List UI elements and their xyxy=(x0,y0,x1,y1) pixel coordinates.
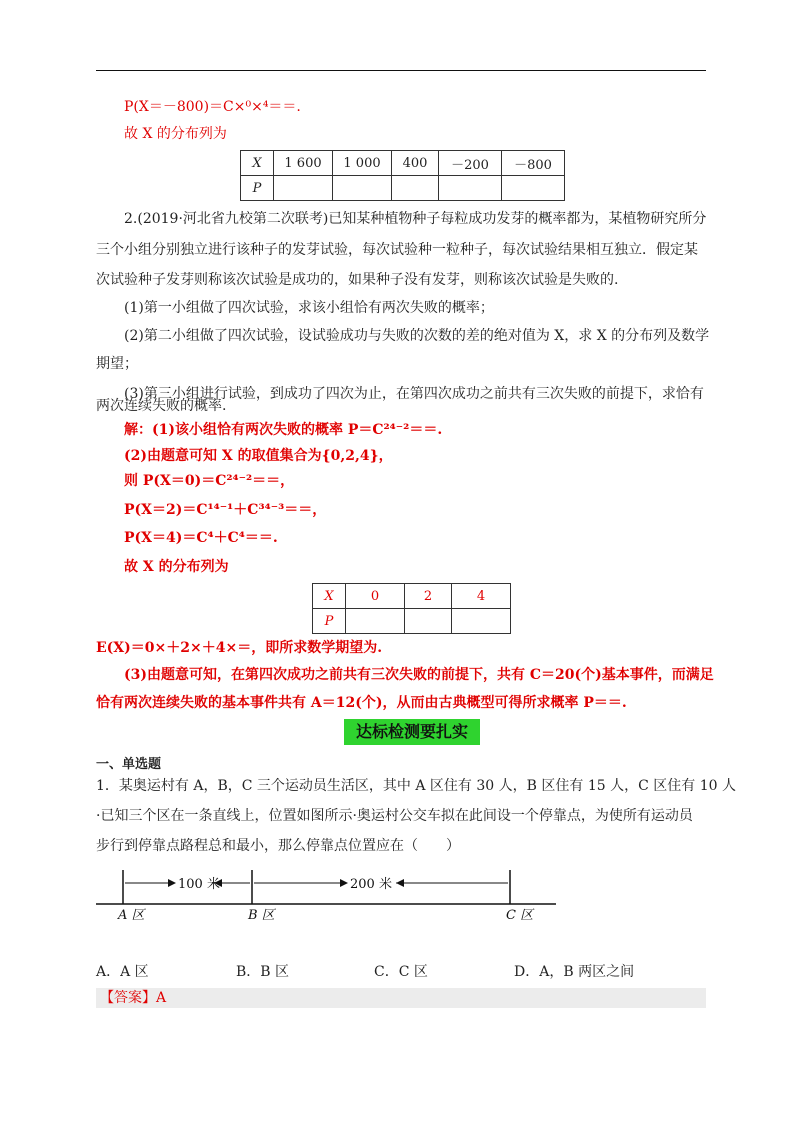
problem2-line1: 2.(2019·河北省九校第二次联考)已知某种植物种子每粒成功发芽的概率都为，某植物研究所分 xyxy=(124,211,707,227)
option-b[interactable]: B．B 区 xyxy=(236,964,290,980)
table2-x-label: X xyxy=(313,584,346,609)
arrowhead-bc-right xyxy=(396,879,404,887)
question1-line1: 1．某奥运村有 A，B，C 三个运动员生活区，其中 A 区住有 30 人，B 区住有 15 人，C 区住有 10 人 xyxy=(96,778,736,794)
table2-p-label: P xyxy=(313,609,346,634)
problem2-q1: (1)第一小组做了四次试验，求该小组恰有两次失败的概率； xyxy=(124,300,494,316)
problem2-q3b: 两次连续失败的概率. xyxy=(96,398,227,414)
table2-value: 4 xyxy=(452,584,511,609)
table1-value: －800 xyxy=(502,151,565,176)
option-c[interactable]: C．C 区 xyxy=(374,964,428,980)
label-b: B 区 xyxy=(248,908,275,922)
solution-step1: 解：(1)该小组恰有两次失败的概率 P＝C²⁴⁻²＝＝. xyxy=(124,422,443,438)
solution-step9: 恰有两次连续失败的基本事件共有 A＝12(个)，从而由古典概型可得所求概率 P＝＝. xyxy=(96,695,627,711)
problem2-q2b: 期望； xyxy=(96,356,138,372)
solution-step6: 故 X 的分布列为 xyxy=(124,559,229,575)
distribution-table-2 xyxy=(312,583,511,634)
problem2-q2a: (2)第二小组做了四次试验，设试验成功与失败的次数的差的绝对值为 X，求 X 的分布列及数学 xyxy=(124,328,710,344)
distance-ab-label: 100 米 xyxy=(178,877,220,892)
solution-step8: (3)由题意可知，在第四次成功之前共有三次失败的前提下，共有 C＝20(个)基本事件，而满足 xyxy=(124,667,714,683)
table1-value: 1 000 xyxy=(333,151,392,176)
table2-value: 0 xyxy=(346,584,405,609)
answer-text: 【答案】A xyxy=(100,990,167,1006)
answer-bar xyxy=(96,988,706,1008)
table1-value: －200 xyxy=(439,151,502,176)
top-probability: P(X＝－800)＝C×⁰×⁴＝＝. xyxy=(124,99,301,115)
header-rule xyxy=(96,70,706,71)
section-banner: 达标检测要扎实 xyxy=(344,719,480,745)
label-c: C 区 xyxy=(506,908,534,922)
table1-x-label: X xyxy=(241,151,274,176)
table1-value: 1 600 xyxy=(274,151,333,176)
distribution-table-1 xyxy=(240,150,565,201)
solution-step3: 则 P(X＝0)＝C²⁴⁻²＝＝， xyxy=(124,473,295,489)
solution-step2: (2)由题意可知 X 的取值集合为{0,2,4}， xyxy=(124,448,393,464)
question1-line2: ·已知三个区在一条直线上，位置如图所示·奥运村公交车拟在此间设一个停靠点，为使所有运动员 xyxy=(96,808,693,824)
solution-expectation: E(X)＝0×＋2×＋4×＝，即所求数学期望为. xyxy=(96,640,383,656)
distance-bc-label: 200 米 xyxy=(350,877,392,892)
option-a[interactable]: A．A 区 xyxy=(96,964,149,980)
dist-intro-1: 故 X 的分布列为 xyxy=(124,126,227,142)
table1-p-label: P xyxy=(241,176,274,201)
problem2-q3a: (3)第三小组进行试验，到成功了四次为止，在第四次成功之前共有三次失败的前提下，求恰有 xyxy=(124,386,704,402)
section-title: 一、单选题 xyxy=(96,757,162,772)
arrowhead-bc-left xyxy=(340,879,348,887)
table2-value: 2 xyxy=(405,584,452,609)
question1-line3: 步行到停靠点路程总和最小，那么停靠点位置应在（ ） xyxy=(96,838,460,854)
position-diagram xyxy=(96,860,566,922)
option-d[interactable]: D．A，B 两区之间 xyxy=(514,964,635,980)
table1-value: 400 xyxy=(392,151,439,176)
solution-step4: P(X＝2)＝C¹⁴⁻¹＋C³⁴⁻³＝＝， xyxy=(124,502,327,518)
arrowhead-ab-left xyxy=(168,879,176,887)
problem2-line2: 三个小组分别独立进行该种子的发芽试验，每次试验种一粒种子，每次试验结果相互独立．假定某 xyxy=(96,242,698,258)
problem2-line3: 次试验种子发芽则称该次试验是成功的，如果种子没有发芽，则称该次试验是失败的. xyxy=(96,272,619,288)
solution-step5: P(X＝4)＝C⁴＋C⁴＝＝. xyxy=(124,530,278,546)
label-a: A 区 xyxy=(118,908,145,922)
